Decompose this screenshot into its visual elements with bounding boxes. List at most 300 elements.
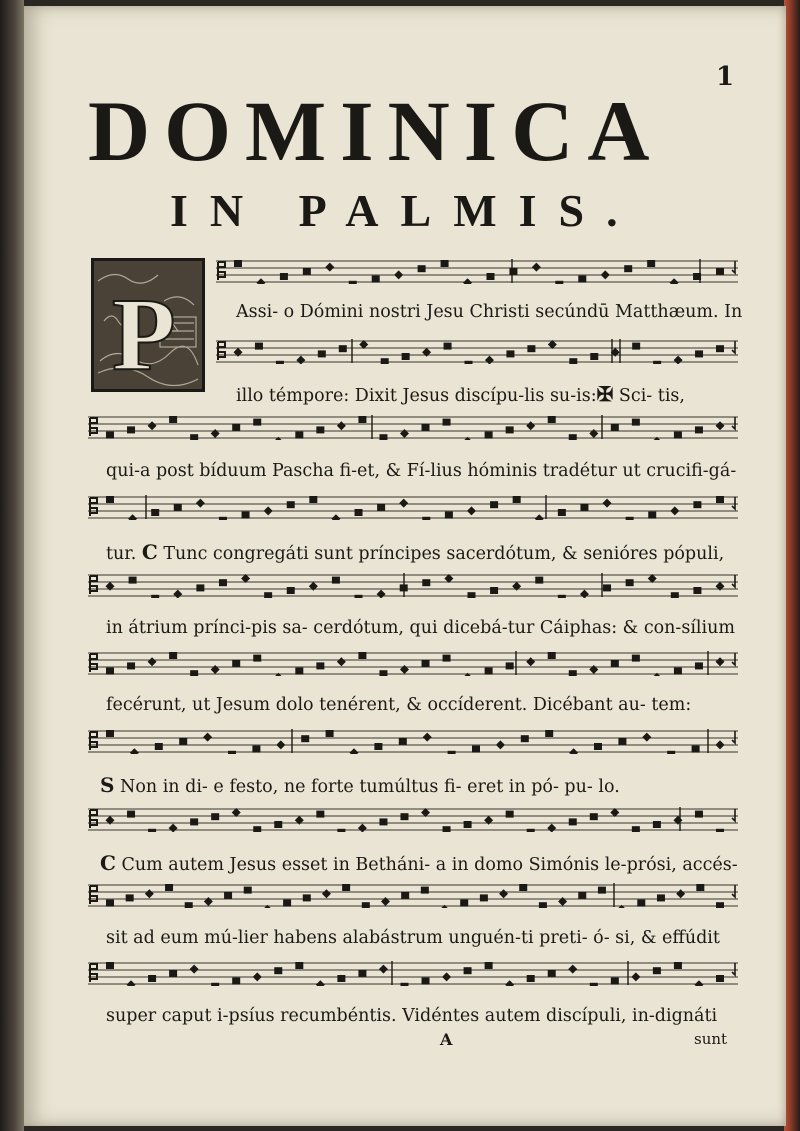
lyric-text: Cum autem Jesus esset in Betháni- a in domo Simónis le-prósi, accés- bbox=[115, 855, 738, 875]
chant-staff bbox=[88, 806, 738, 832]
neume-note bbox=[399, 738, 407, 745]
neume-note bbox=[316, 426, 324, 433]
neume-note bbox=[274, 821, 282, 828]
lyric-text: fecérunt, ut Jesum dolo tenérent, & occíderent. Dicébant au- tem: bbox=[106, 695, 692, 715]
catchword: sunt bbox=[694, 1030, 728, 1048]
neume-note bbox=[203, 733, 212, 742]
neume-note bbox=[716, 582, 725, 591]
neume-note bbox=[716, 829, 724, 832]
neume-note bbox=[276, 740, 285, 749]
neume-note bbox=[128, 514, 137, 520]
neume-note bbox=[443, 655, 451, 662]
neume-note bbox=[374, 743, 382, 750]
neume-note bbox=[362, 902, 370, 908]
neume-note bbox=[693, 273, 701, 280]
neume-note bbox=[589, 429, 598, 438]
neume-note bbox=[618, 738, 626, 745]
neume-note bbox=[505, 980, 514, 986]
neume-note bbox=[204, 897, 213, 906]
neume-note bbox=[423, 733, 432, 742]
c-clef-icon bbox=[90, 576, 97, 594]
neume-note bbox=[422, 978, 430, 985]
lyric-line bbox=[100, 775, 620, 797]
neume-note bbox=[642, 733, 651, 742]
neume-note bbox=[190, 670, 198, 676]
chant-staff bbox=[88, 572, 738, 598]
book-spine bbox=[0, 0, 24, 1131]
neume-note bbox=[485, 962, 493, 969]
lyric-text: in átrium prínci-pis sa- cerdótum, qui dicebá-tur Cáiphas: & con-sílium bbox=[106, 618, 735, 638]
neume-note bbox=[569, 670, 577, 676]
neume-note bbox=[509, 268, 517, 275]
neume-note bbox=[535, 577, 543, 584]
lyric-text: illo témpore: Dixit Jesus discípu-lis su-is: bbox=[236, 386, 597, 406]
custos-icon bbox=[732, 963, 735, 975]
neume-note bbox=[169, 416, 177, 423]
neume-note bbox=[535, 514, 544, 520]
neume-note bbox=[692, 746, 700, 753]
neume-note bbox=[548, 970, 556, 977]
neume-note bbox=[106, 900, 114, 907]
neume-note bbox=[295, 816, 304, 825]
neume-note bbox=[486, 273, 494, 280]
neume-note bbox=[295, 962, 303, 969]
neume-note bbox=[145, 889, 154, 898]
neume-note bbox=[174, 504, 182, 511]
neume-note bbox=[379, 434, 387, 440]
neume-note bbox=[228, 751, 236, 754]
neume-note bbox=[316, 662, 324, 669]
neume-note bbox=[611, 424, 619, 431]
neume-note bbox=[322, 889, 331, 898]
neume-note bbox=[632, 826, 640, 832]
neume-note bbox=[303, 268, 311, 275]
neume-note bbox=[148, 657, 157, 666]
neume-note bbox=[224, 892, 232, 899]
neume-note bbox=[558, 509, 566, 516]
neume-note bbox=[445, 512, 453, 519]
neume-note bbox=[653, 361, 661, 364]
neume-note bbox=[716, 421, 725, 430]
neume-note bbox=[337, 657, 346, 666]
neume-note bbox=[547, 824, 556, 832]
neume-note bbox=[558, 595, 566, 598]
neume-note bbox=[484, 816, 493, 825]
neume-note bbox=[716, 975, 724, 982]
neume-note bbox=[548, 652, 556, 659]
neume-note bbox=[295, 432, 303, 439]
neume-note bbox=[256, 278, 265, 284]
lyric-line bbox=[106, 620, 735, 638]
neume-note bbox=[657, 894, 665, 901]
neume-note bbox=[527, 345, 535, 352]
neume-note bbox=[464, 821, 472, 828]
neume-note bbox=[232, 978, 240, 985]
neume-note bbox=[568, 965, 577, 974]
neume-note bbox=[148, 975, 156, 982]
neume-note bbox=[637, 900, 645, 907]
neume-note bbox=[318, 350, 326, 357]
neume-note bbox=[716, 740, 725, 749]
neume-note bbox=[422, 424, 430, 431]
neume-note bbox=[394, 270, 403, 279]
neume-note bbox=[674, 356, 683, 364]
neume-note bbox=[400, 584, 408, 591]
neume-note bbox=[377, 504, 385, 511]
neume-note bbox=[127, 426, 135, 433]
neume-note bbox=[539, 902, 547, 908]
neume-note bbox=[626, 579, 634, 586]
neume-note bbox=[148, 421, 157, 430]
neume-note bbox=[443, 419, 451, 426]
neume-note bbox=[244, 887, 252, 894]
neume-note bbox=[444, 343, 452, 350]
neume-note bbox=[400, 983, 408, 986]
neume-note bbox=[716, 657, 725, 666]
lyric-text: sit ad eum mú-lier habens alabástrum unguén-ti preti- ó- si, & effúdit bbox=[106, 928, 720, 948]
neume-note bbox=[693, 501, 701, 508]
neume-note bbox=[106, 816, 115, 825]
neume-note bbox=[448, 751, 456, 754]
neume-note bbox=[165, 884, 173, 891]
neume-note bbox=[653, 967, 661, 974]
neume-note bbox=[521, 735, 529, 742]
c-clef-icon bbox=[90, 810, 97, 828]
neume-note bbox=[219, 517, 227, 520]
neume-note bbox=[485, 668, 493, 675]
neume-note bbox=[253, 419, 261, 426]
lyric-line bbox=[236, 304, 742, 322]
neume-note bbox=[379, 670, 387, 676]
neume-note bbox=[219, 579, 227, 586]
neume-note bbox=[545, 730, 553, 737]
neume-note bbox=[716, 268, 724, 275]
neume-note bbox=[674, 962, 682, 969]
neume-note bbox=[464, 967, 472, 974]
neume-note bbox=[130, 748, 139, 754]
neume-note bbox=[611, 660, 619, 667]
neume-note bbox=[185, 902, 193, 908]
neume-note bbox=[441, 260, 449, 267]
custos-icon bbox=[732, 731, 735, 743]
neume-note bbox=[381, 897, 390, 906]
neume-note bbox=[129, 577, 137, 584]
neume-note bbox=[674, 432, 682, 439]
neume-note bbox=[309, 496, 317, 503]
neume-note bbox=[578, 276, 586, 283]
neume-note bbox=[594, 743, 602, 750]
neume-note bbox=[460, 900, 468, 907]
neume-note bbox=[155, 743, 163, 750]
neume-note bbox=[695, 811, 703, 818]
c-clef-icon bbox=[90, 498, 97, 516]
neume-note bbox=[548, 416, 556, 423]
neume-note bbox=[695, 350, 703, 357]
neume-note bbox=[694, 980, 703, 986]
lyric-text: Non in di- e festo, ne forte tumúltus fi- eret in pó- pu- lo. bbox=[114, 777, 620, 797]
neume-note bbox=[695, 426, 703, 433]
neume-note bbox=[358, 416, 366, 423]
neume-note bbox=[355, 509, 363, 516]
neume-note bbox=[467, 506, 476, 515]
neume-note bbox=[379, 965, 388, 974]
neume-note bbox=[590, 983, 598, 986]
neume-note bbox=[337, 975, 345, 982]
decorated-initial-p-icon bbox=[91, 258, 205, 392]
neume-note bbox=[342, 884, 350, 891]
neume-note bbox=[506, 662, 514, 669]
neume-note bbox=[148, 829, 156, 832]
neume-note bbox=[527, 975, 535, 982]
neume-note bbox=[671, 592, 679, 598]
lyric-line bbox=[100, 853, 738, 875]
neume-note bbox=[379, 818, 387, 825]
neume-note bbox=[169, 970, 177, 977]
neume-note bbox=[232, 424, 240, 431]
neume-note bbox=[127, 662, 135, 669]
neume-note bbox=[578, 892, 586, 899]
neume-note bbox=[332, 577, 340, 584]
neume-note bbox=[325, 263, 334, 272]
neume-note bbox=[632, 343, 640, 350]
chant-staff bbox=[216, 338, 738, 364]
c-clef-icon bbox=[90, 886, 97, 904]
neume-note bbox=[196, 499, 205, 508]
neume-note bbox=[555, 281, 563, 284]
neume-note bbox=[255, 343, 263, 350]
neume-note bbox=[106, 668, 114, 675]
neume-note bbox=[296, 356, 305, 364]
neume-note bbox=[196, 584, 204, 591]
neume-note bbox=[569, 748, 578, 754]
folio-number: 1 bbox=[716, 62, 735, 92]
chant-staff bbox=[88, 650, 738, 676]
neume-note bbox=[349, 281, 357, 284]
neume-note bbox=[337, 829, 345, 832]
neume-note bbox=[512, 582, 521, 591]
neume-note bbox=[253, 655, 261, 662]
neume-note bbox=[106, 496, 114, 503]
neume-note bbox=[490, 587, 498, 594]
neume-note bbox=[358, 970, 366, 977]
neume-note bbox=[337, 421, 346, 430]
neume-note bbox=[127, 980, 136, 986]
neume-note bbox=[422, 660, 430, 667]
custos-icon bbox=[732, 417, 735, 429]
neume-note bbox=[670, 278, 679, 284]
neume-note bbox=[519, 884, 527, 891]
neume-note bbox=[490, 501, 498, 508]
neume-note bbox=[580, 590, 589, 598]
neume-note bbox=[358, 824, 367, 832]
neume-note bbox=[673, 816, 682, 825]
neume-note bbox=[695, 662, 703, 669]
speaker-sign: S bbox=[100, 773, 115, 797]
neume-note bbox=[372, 276, 380, 283]
neume-note bbox=[400, 429, 409, 438]
custos-icon bbox=[732, 809, 735, 821]
neume-note bbox=[421, 887, 429, 894]
speaker-sign: C bbox=[141, 540, 158, 564]
neume-note bbox=[309, 582, 318, 591]
neume-note bbox=[611, 978, 619, 985]
neume-note bbox=[526, 421, 535, 430]
neume-note bbox=[295, 668, 303, 675]
neume-note bbox=[601, 270, 610, 279]
neume-note bbox=[496, 740, 505, 749]
neume-note bbox=[422, 517, 430, 520]
neume-note bbox=[626, 517, 634, 520]
neume-note bbox=[274, 967, 282, 974]
neume-note bbox=[670, 506, 679, 515]
c-clef-icon bbox=[90, 964, 97, 982]
custos-icon bbox=[732, 341, 735, 353]
neume-note bbox=[151, 595, 159, 598]
neume-note bbox=[716, 902, 724, 908]
neume-note bbox=[280, 273, 288, 280]
neume-note bbox=[467, 592, 475, 598]
neume-note bbox=[647, 260, 655, 267]
page-edge bbox=[784, 0, 800, 1131]
neume-note bbox=[667, 751, 675, 754]
page-subtitle: IN PALMIS. bbox=[170, 185, 640, 236]
neume-note bbox=[169, 652, 177, 659]
neume-note bbox=[696, 884, 704, 891]
neume-note bbox=[179, 738, 187, 745]
neume-note bbox=[632, 655, 640, 662]
lyric-text: super caput i-psíus recumbéntis. Vidéntes autem discípuli, in-dignáti bbox=[106, 1006, 718, 1026]
svg-text:P: P bbox=[112, 277, 176, 389]
lyric-line bbox=[236, 384, 685, 406]
chant-staff bbox=[88, 414, 738, 440]
c-clef-icon bbox=[90, 654, 97, 672]
neume-note bbox=[506, 350, 514, 357]
neume-note bbox=[211, 813, 219, 820]
chant-staff bbox=[88, 960, 738, 986]
neume-note bbox=[653, 821, 661, 828]
neume-note bbox=[377, 590, 386, 598]
neume-note bbox=[569, 818, 577, 825]
c-clef-icon bbox=[90, 418, 97, 436]
neume-note bbox=[190, 818, 198, 825]
neume-note bbox=[127, 811, 135, 818]
neume-note bbox=[580, 504, 588, 511]
neume-note bbox=[418, 265, 426, 272]
neume-note bbox=[253, 826, 261, 832]
neume-note bbox=[442, 972, 451, 981]
neume-note bbox=[400, 813, 408, 820]
neume-note bbox=[472, 746, 480, 753]
neume-note bbox=[287, 587, 295, 594]
custos-icon bbox=[732, 497, 735, 509]
neume-note bbox=[399, 499, 408, 508]
neume-note bbox=[301, 735, 309, 742]
custos-icon bbox=[732, 261, 735, 273]
neume-note bbox=[252, 746, 260, 753]
neume-note bbox=[676, 889, 685, 898]
neume-note bbox=[316, 980, 325, 986]
neume-note bbox=[527, 829, 535, 832]
neume-note bbox=[463, 278, 472, 284]
chant-staff bbox=[88, 882, 738, 908]
neume-note bbox=[211, 429, 220, 438]
lyric-line bbox=[106, 697, 691, 715]
neume-note bbox=[211, 983, 219, 986]
lyric-line bbox=[106, 463, 736, 481]
neume-note bbox=[569, 358, 577, 364]
neume-note bbox=[624, 265, 632, 272]
neume-note bbox=[358, 652, 366, 659]
lyric-text: tur. bbox=[106, 544, 142, 564]
neume-note bbox=[569, 434, 577, 440]
speaker-sign: C bbox=[100, 851, 116, 875]
neume-note bbox=[526, 657, 535, 666]
custos-icon bbox=[732, 653, 735, 665]
lyric-line bbox=[106, 1008, 717, 1026]
neume-note bbox=[400, 665, 409, 674]
neume-note bbox=[480, 894, 488, 901]
neume-note bbox=[276, 361, 284, 364]
neume-note bbox=[532, 263, 541, 272]
neume-note bbox=[106, 730, 114, 737]
neume-note bbox=[693, 587, 701, 594]
neume-note bbox=[465, 361, 473, 364]
neume-note bbox=[506, 811, 514, 818]
neume-note bbox=[401, 892, 409, 899]
lyric-line bbox=[106, 542, 724, 564]
neume-note bbox=[674, 668, 682, 675]
custos-icon bbox=[732, 885, 735, 897]
neume-note bbox=[264, 506, 273, 515]
neume-note bbox=[234, 260, 242, 267]
lyric-text: Tunc congregáti sunt príncipes sacerdótum, & senióres pópuli, bbox=[157, 544, 725, 564]
lyric-text: Assi- o Dómini nostri Jesu Christi secúndū Matthæum. In bbox=[236, 302, 743, 322]
neume-note bbox=[485, 356, 494, 364]
neume-note bbox=[499, 889, 508, 898]
neume-note bbox=[242, 512, 250, 519]
neume-note bbox=[106, 582, 115, 591]
custos-icon bbox=[732, 575, 735, 587]
page-title: DOMINICA bbox=[88, 83, 664, 179]
chant-staff bbox=[88, 494, 738, 520]
neume-note bbox=[603, 499, 612, 508]
neume-note bbox=[331, 514, 340, 520]
neume-note bbox=[211, 665, 220, 674]
neume-note bbox=[513, 496, 521, 503]
neume-note bbox=[326, 730, 334, 737]
neume-note bbox=[381, 358, 389, 364]
neume-note bbox=[173, 590, 182, 598]
chant-staff bbox=[216, 258, 738, 284]
neume-note bbox=[716, 345, 724, 352]
neume-note bbox=[303, 894, 311, 901]
c-clef-icon bbox=[218, 342, 225, 360]
neume-note bbox=[169, 824, 178, 832]
c-clef-icon bbox=[218, 262, 225, 280]
neume-note bbox=[190, 965, 199, 974]
neume-note bbox=[232, 660, 240, 667]
neume-note bbox=[598, 887, 606, 894]
chant-staff bbox=[88, 728, 738, 754]
neume-note bbox=[558, 897, 567, 906]
c-clef-icon bbox=[90, 732, 97, 750]
neume-note bbox=[648, 512, 656, 519]
neume-note bbox=[350, 748, 359, 754]
neume-note bbox=[106, 962, 114, 969]
neume-note bbox=[632, 419, 640, 426]
neume-note bbox=[283, 900, 291, 907]
neume-note bbox=[506, 426, 514, 433]
